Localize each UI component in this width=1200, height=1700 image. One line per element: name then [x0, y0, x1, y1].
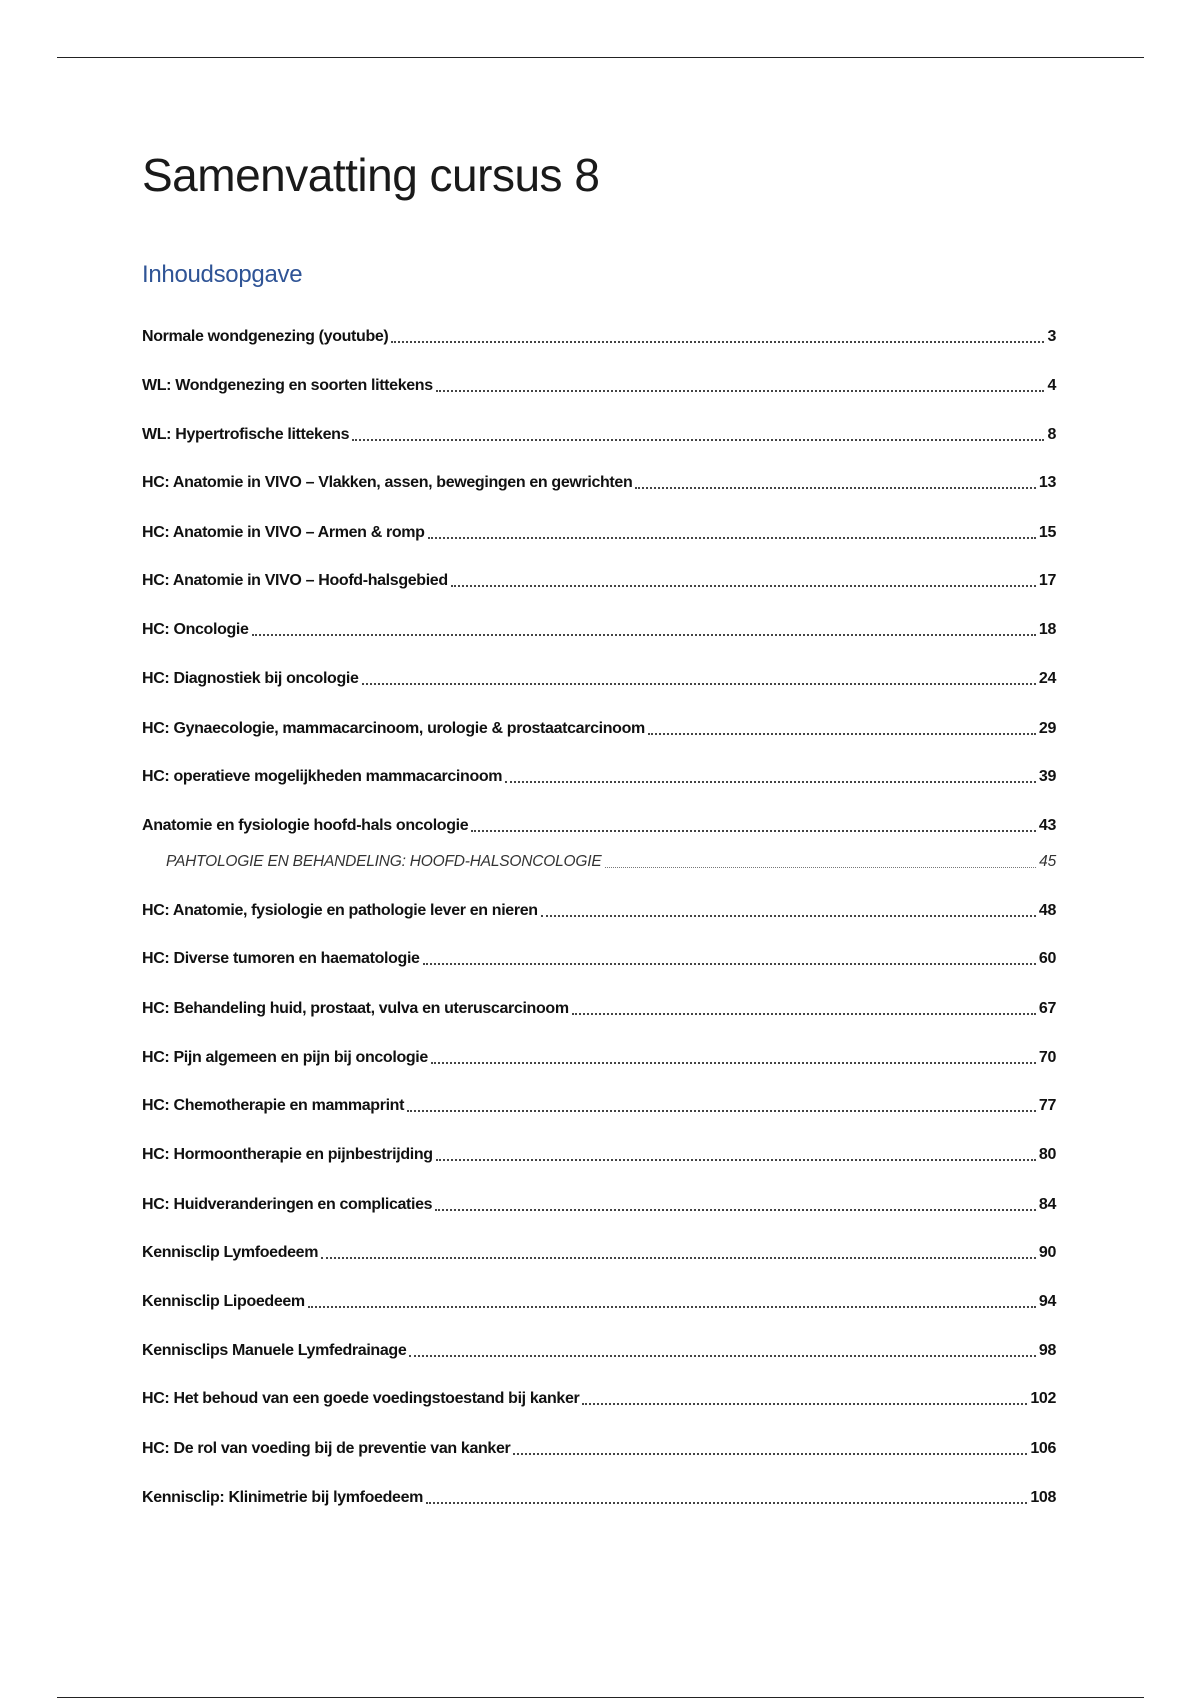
- toc-dot-leader: [505, 781, 1036, 783]
- toc-dot-leader: [436, 1159, 1036, 1161]
- toc-entry-title: Kennisclip Lipoedeem: [142, 1293, 305, 1310]
- toc-entry[interactable]: [142, 1242, 1056, 1264]
- toc-entry-title: HC: Huidveranderingen en complicaties: [142, 1196, 433, 1213]
- toc-dot-leader: [352, 439, 1044, 441]
- toc-entry-title: HC: De rol van voeding bij de preventie van kanker: [142, 1440, 511, 1457]
- toc-dot-leader: [391, 341, 1044, 343]
- toc-entry-title: Kennisclip Lymfoedeem: [142, 1244, 319, 1261]
- toc-dot-leader: [513, 1453, 1027, 1455]
- toc-entry-title: WL: Wondgenezing en soorten littekens: [142, 377, 433, 394]
- toc-dot-leader: [308, 1306, 1036, 1308]
- toc-entry[interactable]: [142, 1438, 1056, 1460]
- toc-entry[interactable]: [142, 900, 1056, 922]
- toc-page-number: 17: [1038, 572, 1056, 589]
- toc-dot-leader: [582, 1403, 1027, 1405]
- toc-entry-title: Kennisclips Manuele Lymfedrainage: [142, 1342, 407, 1359]
- toc-page-number: 29: [1038, 720, 1056, 737]
- toc-page-number: 43: [1038, 817, 1056, 834]
- toc-dot-leader: [436, 390, 1045, 392]
- toc-page-number: 94: [1038, 1293, 1056, 1310]
- toc-dot-leader: [541, 915, 1036, 917]
- toc-entry[interactable]: [142, 815, 1056, 837]
- toc-page-number: 77: [1038, 1097, 1056, 1114]
- toc-dot-leader: [423, 963, 1036, 965]
- toc-page-number: 18: [1038, 621, 1056, 638]
- toc-entry-title: HC: operatieve mogelijkheden mammacarcinoom: [142, 768, 503, 785]
- toc-entry-title: HC: Diverse tumoren en haematologie: [142, 950, 420, 967]
- document-title: Samenvatting cursus 8: [142, 149, 600, 201]
- toc-entry-title: WL: Hypertrofische littekens: [142, 426, 350, 443]
- toc-entry-title: HC: Pijn algemeen en pijn bij oncologie: [142, 1049, 428, 1066]
- toc-dot-leader: [428, 537, 1036, 539]
- toc-dot-leader: [409, 1355, 1036, 1357]
- toc-page-number: 24: [1038, 670, 1056, 687]
- toc-entry[interactable]: [142, 1340, 1056, 1362]
- toc-page-number: 15: [1038, 524, 1056, 541]
- toc-entry-title: HC: Chemotherapie en mammaprint: [142, 1097, 405, 1114]
- toc-page-number: 84: [1038, 1196, 1056, 1213]
- header-rule: [57, 57, 1144, 58]
- toc-entry[interactable]: [142, 1388, 1056, 1410]
- toc-page-number: 108: [1030, 1489, 1056, 1506]
- toc-dot-leader: [605, 867, 1037, 868]
- toc-page-number: 13: [1038, 474, 1056, 491]
- toc-entry[interactable]: [142, 718, 1056, 740]
- toc-entry-title: HC: Oncologie: [142, 621, 249, 638]
- toc-entry[interactable]: [142, 570, 1056, 592]
- toc-page-number: 3: [1047, 328, 1056, 345]
- toc-page-number: 106: [1030, 1440, 1056, 1457]
- toc-dot-leader: [635, 487, 1036, 489]
- toc-page-number: 45: [1039, 853, 1056, 870]
- toc-dot-leader: [407, 1110, 1036, 1112]
- footer-rule: [57, 1697, 1144, 1698]
- toc-page-number: 70: [1038, 1049, 1056, 1066]
- toc-entry[interactable]: [142, 619, 1056, 641]
- toc-dot-leader: [431, 1062, 1036, 1064]
- toc-entry[interactable]: [142, 766, 1056, 788]
- toc-entry[interactable]: [142, 326, 1056, 348]
- toc-entry[interactable]: [142, 1047, 1056, 1069]
- toc-entry-title: Anatomie en fysiologie hoofd-hals oncologie: [142, 817, 469, 834]
- toc-subentry[interactable]: [166, 851, 1056, 873]
- toc-dot-leader: [435, 1209, 1036, 1211]
- toc-entry-title: HC: Diagnostiek bij oncologie: [142, 670, 359, 687]
- toc-dot-leader: [471, 830, 1036, 832]
- toc-entry-title: Normale wondgenezing (youtube): [142, 328, 389, 345]
- toc-entry-title: HC: Hormoontherapie en pijnbestrijding: [142, 1146, 433, 1163]
- toc-entry-title: Kennisclip: Klinimetrie bij lymfoedeem: [142, 1489, 423, 1506]
- toc-dot-leader: [321, 1257, 1036, 1259]
- toc-entry[interactable]: [142, 1144, 1056, 1166]
- toc-entry-title: HC: Anatomie in VIVO – Armen & romp: [142, 524, 425, 541]
- toc-entry-title: HC: Anatomie, fysiologie en pathologie lever en nieren: [142, 902, 538, 919]
- toc-entry-title: HC: Anatomie in VIVO – Hoofd-halsgebied: [142, 572, 448, 589]
- toc-entry[interactable]: [142, 472, 1056, 494]
- toc-entry-title: HC: Behandeling huid, prostaat, vulva en uteruscarcinoom: [142, 1000, 569, 1017]
- toc-dot-leader: [451, 585, 1036, 587]
- toc-dot-leader: [426, 1502, 1027, 1504]
- toc-entry[interactable]: [142, 668, 1056, 690]
- toc-entry-title: PAHTOLOGIE EN BEHANDELING: HOOFD-HALSONCOLOGIE: [166, 853, 602, 870]
- toc-page-number: 67: [1038, 1000, 1056, 1017]
- toc-page-number: 102: [1030, 1390, 1056, 1407]
- toc-page-number: 80: [1038, 1146, 1056, 1163]
- toc-dot-leader: [648, 733, 1036, 735]
- toc-page-number: 98: [1038, 1342, 1056, 1359]
- toc-entry[interactable]: [142, 1194, 1056, 1216]
- toc-entry[interactable]: [142, 1095, 1056, 1117]
- toc-entry[interactable]: [142, 522, 1056, 544]
- toc-page-number: 90: [1038, 1244, 1056, 1261]
- toc-dot-leader: [572, 1013, 1036, 1015]
- toc-page-number: 39: [1038, 768, 1056, 785]
- toc-entry[interactable]: [142, 998, 1056, 1020]
- toc-page-number: 48: [1038, 902, 1056, 919]
- toc-entry-title: HC: Gynaecologie, mammacarcinoom, urologie & prostaatcarcinoom: [142, 720, 645, 737]
- toc-heading: Inhoudsopgave: [142, 261, 303, 288]
- toc-page-number: 4: [1047, 377, 1056, 394]
- toc-entry[interactable]: [142, 948, 1056, 970]
- toc-dot-leader: [362, 683, 1036, 685]
- toc-entry[interactable]: [142, 424, 1056, 446]
- toc-page-number: 60: [1038, 950, 1056, 967]
- toc-entry[interactable]: [142, 1291, 1056, 1313]
- toc-dot-leader: [252, 634, 1036, 636]
- toc-entry[interactable]: [142, 1487, 1056, 1509]
- toc-page-number: 8: [1047, 426, 1056, 443]
- toc-entry-title: HC: Anatomie in VIVO – Vlakken, assen, bewegingen en gewrichten: [142, 474, 633, 491]
- toc-entry[interactable]: [142, 375, 1056, 397]
- toc-entry-title: HC: Het behoud van een goede voedingstoestand bij kanker: [142, 1390, 580, 1407]
